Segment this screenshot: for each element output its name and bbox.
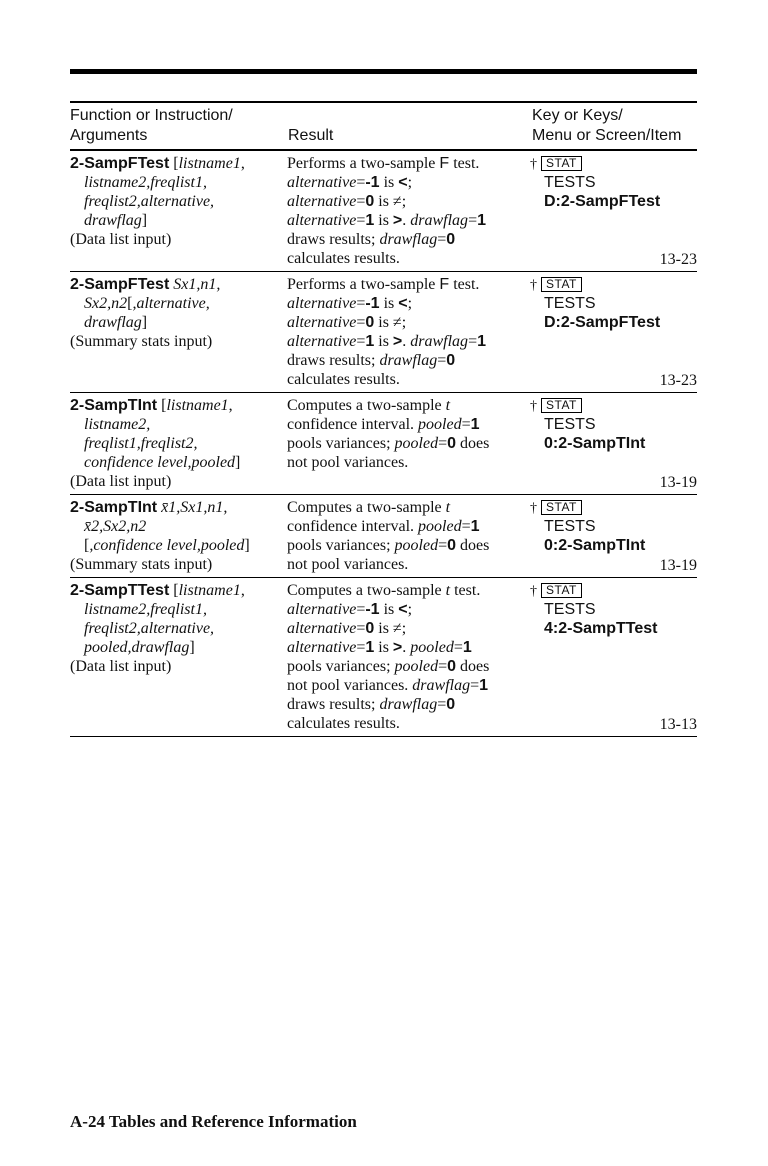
stat-key: STAT [541, 156, 582, 171]
result-text: 1 [470, 416, 480, 433]
result-text: confidence interval. [287, 416, 419, 433]
result-text: not pool variances. [287, 556, 409, 573]
stat-key: STAT [541, 583, 582, 598]
result-text: calculates results. [287, 250, 400, 267]
function-line [70, 517, 285, 536]
result-text: is [374, 333, 393, 350]
result-text: ≠ [392, 620, 402, 637]
function-text: 2-SampFTest [70, 276, 170, 293]
result-line [287, 249, 527, 268]
result-text: does [456, 537, 490, 554]
function-line [70, 294, 285, 313]
function-text: ] [141, 212, 148, 229]
page-footer: A-24 Tables and Reference Information [70, 1112, 357, 1131]
function-cell [70, 498, 285, 574]
result-text: 1 [365, 333, 375, 350]
result-text: = [438, 658, 448, 675]
function-text: listname1 [166, 397, 229, 414]
result-text: alternative [287, 601, 357, 618]
function-text: listname2, [84, 416, 151, 433]
result-line [287, 396, 527, 415]
function-text: Sx1,n1, [173, 276, 221, 293]
result-text: Performs a two-sample [287, 155, 440, 172]
table-row [70, 393, 697, 495]
result-line [287, 714, 527, 733]
result-text: is [374, 193, 393, 210]
result-text: < [398, 174, 408, 191]
function-line [70, 581, 285, 600]
result-text: 1 [462, 639, 472, 656]
function-line [70, 434, 285, 453]
result-text: = [356, 212, 366, 229]
result-text: drawflag [412, 677, 471, 694]
page-reference: 13-19 [659, 557, 697, 574]
result-text: does [456, 435, 490, 452]
result-text: not pool variances. [287, 677, 413, 694]
result-text: is [374, 314, 393, 331]
result-text: is [379, 601, 399, 618]
result-text: drawflag [410, 212, 469, 229]
table-row [70, 272, 697, 393]
stat-key: STAT [541, 398, 582, 413]
result-text: not pool variances. [287, 454, 409, 471]
result-line [287, 619, 527, 638]
function-line [70, 415, 285, 434]
result-text: Computes a two-sample [287, 499, 446, 516]
result-text: 1 [365, 212, 375, 229]
result-text: = [468, 333, 478, 350]
function-cell [70, 581, 285, 676]
result-text: is [379, 174, 399, 191]
result-line [287, 211, 527, 230]
result-text: Computes a two-sample [287, 582, 446, 599]
result-text: drawflag [379, 231, 438, 248]
result-text: test. [450, 582, 481, 599]
result-line [287, 275, 527, 294]
result-line [287, 415, 527, 434]
result-text: 0 [447, 537, 457, 554]
function-text: 2-SampTInt [70, 397, 158, 414]
table-row [70, 495, 697, 578]
result-text: < [398, 295, 408, 312]
function-text: freqlist2,alternative, [84, 620, 215, 637]
function-text: ,alternative, [132, 295, 210, 312]
function-text: [ [157, 397, 167, 414]
function-text: (Summary stats input) [70, 333, 213, 350]
result-cell [287, 154, 527, 268]
function-line [70, 313, 285, 332]
result-line [287, 657, 527, 676]
function-line [70, 657, 285, 676]
result-text: Performs a two-sample [287, 276, 440, 293]
result-text: > [392, 333, 403, 350]
key-line [530, 275, 697, 294]
function-line [70, 192, 285, 211]
result-text: ; [401, 314, 407, 331]
result-text: = [437, 231, 447, 248]
result-text: ≠ [392, 193, 402, 210]
function-text: (Data list input) [70, 473, 172, 490]
result-text: t [445, 499, 451, 516]
menu-item: D:2-SampFTest [544, 193, 661, 210]
function-line [70, 472, 285, 491]
result-text: alternative [287, 314, 357, 331]
function-text: , [228, 397, 233, 414]
result-text: ; [401, 620, 407, 637]
function-line [70, 154, 285, 173]
result-line [287, 581, 527, 600]
result-text: 1 [470, 518, 480, 535]
key-line [530, 498, 697, 517]
result-text: = [356, 620, 366, 637]
result-text: pooled [394, 435, 439, 452]
result-text: ; [407, 601, 413, 618]
result-text: = [356, 295, 366, 312]
function-text: listname1 [178, 582, 241, 599]
function-text: ] [235, 454, 241, 471]
result-text: alternative [287, 639, 357, 656]
function-text: (Data list input) [70, 658, 172, 675]
result-text: drawflag [410, 333, 469, 350]
result-text: 1 [477, 212, 486, 229]
result-line [287, 230, 527, 249]
menu-item: 0:2-SampTInt [544, 435, 646, 452]
table-row [70, 578, 697, 737]
result-text: is [374, 639, 393, 656]
function-text: 2-SampTInt [70, 499, 158, 516]
function-text: x̄1,Sx1,n1, [161, 499, 228, 516]
table-body [70, 151, 697, 737]
stat-key: STAT [541, 500, 582, 515]
result-line [287, 472, 527, 491]
result-text: t [445, 397, 451, 414]
result-cell [287, 396, 527, 491]
function-text: drawflag [84, 212, 142, 229]
result-text: alternative [287, 212, 357, 229]
result-text: 0 [446, 352, 456, 369]
result-line [287, 332, 527, 351]
function-cell [70, 154, 285, 249]
result-text: 1 [365, 639, 375, 656]
result-text: 1 [477, 333, 486, 350]
function-text: confidence level,pooled [84, 454, 236, 471]
result-line [287, 351, 527, 370]
result-line [287, 173, 527, 192]
function-text: freqlist1,freqlist2, [84, 435, 198, 452]
header-menu: Menu or Screen/Item [532, 127, 682, 144]
result-text: F [439, 276, 450, 293]
function-text: ] [141, 314, 148, 331]
result-cell [287, 498, 527, 574]
menu-name: TESTS [544, 174, 596, 191]
result-line [287, 154, 527, 173]
menu-name: TESTS [544, 601, 596, 618]
result-text: -1 [365, 174, 380, 191]
result-text: 1 [479, 677, 489, 694]
function-text: ,confidence level,pooled [89, 537, 245, 554]
page-reference: 13-19 [659, 474, 697, 491]
function-text: [ [169, 155, 179, 172]
result-text: draws results; [287, 696, 380, 713]
menu-name: TESTS [544, 518, 596, 535]
function-text: Sx2,n2 [84, 295, 128, 312]
result-text: F [439, 155, 450, 172]
menu-name: TESTS [544, 295, 596, 312]
function-text: (Summary stats input) [70, 556, 213, 573]
menu-item: D:2-SampFTest [544, 314, 661, 331]
function-text: , [240, 155, 245, 172]
function-cell [70, 275, 285, 351]
dagger-symbol: † [530, 399, 537, 414]
function-text: listname1 [178, 155, 241, 172]
result-text: draws results; [287, 231, 380, 248]
result-text: ; [401, 193, 407, 210]
result-line [287, 536, 527, 555]
function-text: , [240, 582, 245, 599]
function-line [70, 555, 285, 574]
keys-cell [530, 581, 697, 638]
result-line [287, 517, 527, 536]
function-text: [ [127, 295, 133, 312]
result-text: = [461, 518, 471, 535]
result-cell [287, 275, 527, 389]
result-line [287, 313, 527, 332]
result-text: = [461, 416, 471, 433]
result-line [287, 294, 527, 313]
keys-cell [530, 396, 697, 453]
result-text: ; [407, 295, 413, 312]
result-text: 0 [446, 696, 456, 713]
header-result: Result [288, 127, 334, 144]
function-text: drawflag [84, 314, 142, 331]
result-cell [287, 581, 527, 733]
result-text: alternative [287, 620, 357, 637]
function-text: listname2,freqlist1, [84, 174, 207, 191]
result-text: = [470, 677, 480, 694]
result-text: < [398, 601, 408, 618]
page-reference: 13-13 [659, 716, 697, 733]
result-text: alternative [287, 295, 357, 312]
result-text: pools variances; [287, 435, 395, 452]
keys-cell [530, 498, 697, 555]
stat-key: STAT [541, 277, 582, 292]
function-text: (Data list input) [70, 231, 172, 248]
result-line [287, 498, 527, 517]
menu-item: 0:2-SampTInt [544, 537, 646, 554]
key-line [530, 396, 697, 415]
function-text: freqlist2,alternative, [84, 193, 215, 210]
result-text: 0 [365, 314, 375, 331]
result-text: is [374, 212, 393, 229]
function-line [70, 332, 285, 351]
result-text: test. [449, 155, 480, 172]
result-text: alternative [287, 193, 357, 210]
result-text: alternative [287, 174, 357, 191]
page-reference: 13-23 [659, 251, 697, 268]
result-text: pooled [394, 658, 439, 675]
function-line [70, 498, 285, 517]
result-line [287, 370, 527, 389]
dagger-symbol: † [530, 157, 537, 172]
result-text: drawflag [379, 696, 438, 713]
result-text: . [402, 212, 411, 229]
result-text: = [437, 352, 447, 369]
function-text: x̄2,Sx2,n2 [84, 518, 147, 535]
result-text: pooled [410, 639, 454, 656]
function-line [70, 211, 285, 230]
result-text: = [356, 193, 366, 210]
key-line [530, 581, 697, 600]
result-text: pooled [418, 518, 462, 535]
function-line [70, 536, 285, 555]
result-text: is [379, 295, 399, 312]
result-text: test. [449, 276, 480, 293]
dagger-symbol: † [530, 278, 537, 293]
result-text: = [468, 212, 478, 229]
key-line [530, 154, 697, 173]
menu-item: 4:2-SampTTest [544, 620, 658, 637]
table-row [70, 151, 697, 272]
menu-name: TESTS [544, 416, 596, 433]
result-line [287, 695, 527, 714]
result-line [287, 434, 527, 453]
function-line [70, 638, 285, 657]
function-text: listname2,freqlist1, [84, 601, 207, 618]
function-text: ] [189, 639, 195, 656]
function-line [70, 396, 285, 415]
function-cell [70, 396, 285, 491]
keys-cell [530, 154, 697, 211]
result-text: drawflag [379, 352, 438, 369]
top-rule [70, 69, 697, 74]
function-line [70, 173, 285, 192]
header-arguments: Arguments [70, 127, 148, 144]
result-text: calculates results. [287, 715, 400, 732]
function-line [70, 230, 285, 249]
function-text: [ [84, 537, 90, 554]
result-text: = [356, 601, 366, 618]
result-text: t [445, 582, 451, 599]
function-line [70, 600, 285, 619]
result-text: 0 [447, 658, 457, 675]
result-text: -1 [365, 601, 380, 618]
result-text: = [438, 537, 448, 554]
result-line [287, 676, 527, 695]
result-text: = [356, 333, 366, 350]
result-text: = [356, 174, 366, 191]
function-text: 2-SampFTest [70, 155, 170, 172]
result-line [287, 600, 527, 619]
result-text: 0 [446, 231, 456, 248]
header-keys: Key or Keys/ [532, 107, 623, 124]
result-text: ≠ [392, 314, 402, 331]
result-text: is [374, 620, 393, 637]
result-text: 0 [447, 435, 457, 452]
function-line [70, 619, 285, 638]
function-text: ] [244, 537, 250, 554]
function-line [70, 275, 285, 294]
result-text: alternative [287, 333, 357, 350]
keys-cell [530, 275, 697, 332]
result-text: -1 [365, 295, 380, 312]
result-text: confidence interval. [287, 518, 419, 535]
function-text: [ [169, 582, 179, 599]
function-text: 2-SampTTest [70, 582, 170, 599]
result-text: 0 [365, 193, 375, 210]
result-text: pooled [394, 537, 439, 554]
result-text: draws results; [287, 352, 380, 369]
result-text: = [437, 696, 447, 713]
result-text: 0 [365, 620, 375, 637]
result-text: = [356, 639, 366, 656]
result-line [287, 192, 527, 211]
header-function: Function or Instruction/ [70, 107, 233, 124]
result-text: ; [407, 174, 413, 191]
result-text: calculates results. [287, 371, 400, 388]
result-line [287, 453, 527, 472]
result-text: pools variances; [287, 537, 395, 554]
dagger-symbol: † [530, 501, 537, 516]
result-text: > [392, 212, 403, 229]
result-text: = [438, 435, 448, 452]
result-text: pooled [418, 416, 462, 433]
result-text: does [456, 658, 490, 675]
table-header [70, 101, 697, 151]
result-text: = [356, 314, 366, 331]
result-text: = [453, 639, 463, 656]
result-line [287, 638, 527, 657]
result-text: . [402, 333, 411, 350]
result-text: > [392, 639, 403, 656]
dagger-symbol: † [530, 584, 537, 599]
result-text: . [402, 639, 411, 656]
result-line [287, 555, 527, 574]
function-line [70, 453, 285, 472]
reference-table [70, 101, 697, 737]
result-text: pools variances; [287, 658, 395, 675]
function-text: pooled,drawflag [84, 639, 190, 656]
result-text: Computes a two-sample [287, 397, 446, 414]
page-reference: 13-23 [659, 372, 697, 389]
